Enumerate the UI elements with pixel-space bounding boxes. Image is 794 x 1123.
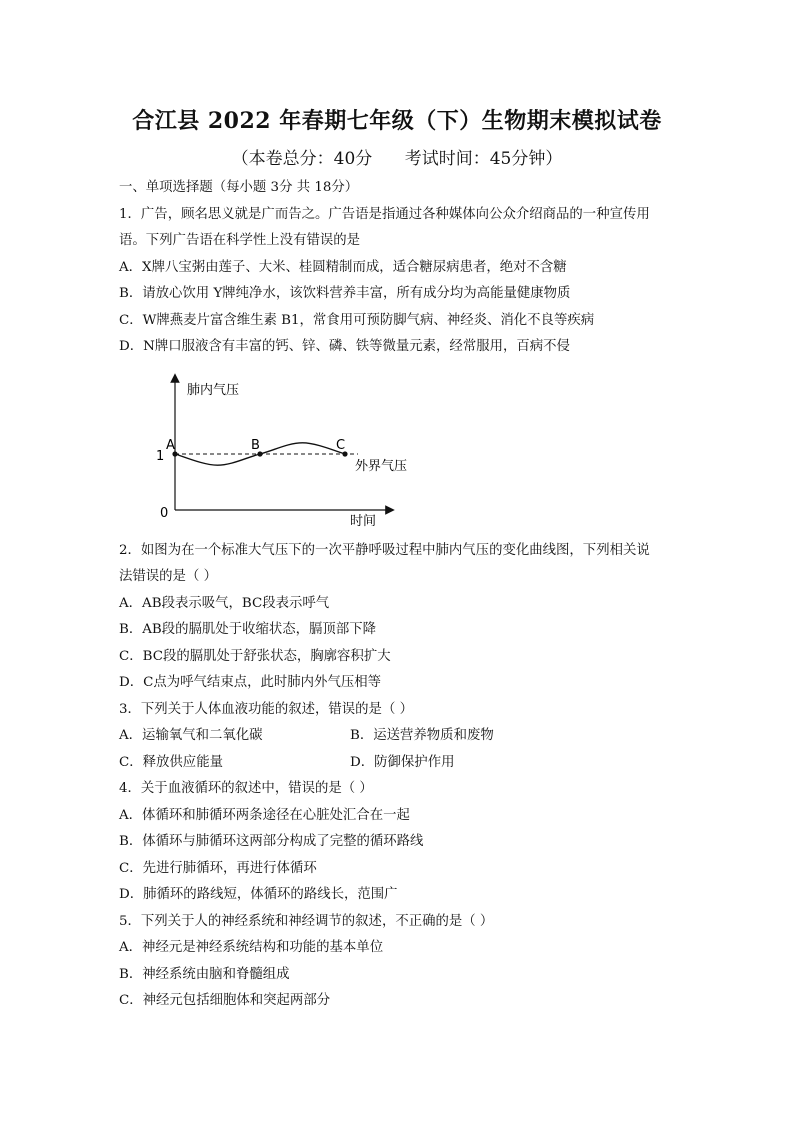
q3-option-a: A．运输氧气和二氧化碳 [119, 728, 263, 743]
q1-stem-line2: 语。下列广告语在科学性上没有错误的是 [119, 233, 361, 248]
page-title: 合江县 2022 年春期七年级（下）生物期末模拟试卷 [132, 108, 662, 134]
q5-option-b: B．神经系统由脑和脊髓组成 [119, 967, 290, 982]
q3-stem: 3．下列关于人体血液功能的叙述，错误的是（ ） [119, 702, 413, 717]
q5-option-c: C．神经元包括细胞体和突起两部分 [119, 993, 331, 1008]
q4-option-d: D．肺循环的路线短，体循环的路线长，范围广 [119, 887, 398, 902]
q5-option-a: A．神经元是神经系统结构和功能的基本单位 [119, 940, 384, 955]
q5-stem: 5．下列关于人的神经系统和神经调节的叙述，不正确的是（ ） [119, 914, 494, 929]
q3-option-d: D．防御保护作用 [350, 755, 455, 770]
q4-option-b: B．体循环与肺循环这两部分构成了完整的循环路线 [119, 834, 424, 849]
q2-option-c: C．BC段的膈肌处于舒张状态，胸廓容积扩大 [119, 649, 391, 664]
outside-pressure-label: 外界气压 [355, 459, 408, 474]
q1-option-a: A．X牌八宝粥由莲子、大米、桂圆精制而成，适合糖尿病患者，绝对不含糖 [119, 260, 567, 275]
point-label-a: A [166, 438, 175, 453]
y-axis-label: 肺内气压 [187, 383, 240, 398]
page-subtitle: （本卷总分：40分 考试时间：45分钟） [231, 149, 563, 169]
q2-option-d: D．C点为呼气结束点，此时肺内外气压相等 [119, 675, 382, 690]
y-tick-1: 1 [156, 449, 165, 464]
q1-option-d: D．N牌口服液含有丰富的钙、锌、磷、铁等微量元素，经常服用，百病不侵 [119, 339, 570, 354]
y-tick-0: 0 [160, 506, 169, 521]
q4-option-a: A．体循环和肺循环两条途径在心脏处汇合在一起 [119, 808, 410, 823]
q3-option-b: B．运送营养物质和废物 [350, 728, 494, 743]
q1-option-b: B．请放心饮用 Y牌纯净水，该饮料营养丰富，所有成分均为高能量健康物质 [119, 286, 571, 301]
q2-option-a: A．AB段表示吸气，BC段表示呼气 [119, 596, 330, 611]
pressure-chart [150, 372, 430, 532]
x-axis-label: 时间 [350, 514, 377, 529]
q2-option-b: B．AB段的膈肌处于收缩状态，膈顶部下降 [119, 622, 376, 637]
section-heading: 一、单项选择题（每小题 3分 共 18分） [119, 180, 359, 195]
q4-option-c: C．先进行肺循环，再进行体循环 [119, 861, 317, 876]
q1-option-c: C．W牌燕麦片富含维生素 B1，常食用可预防脚气病、神经炎、消化不良等疾病 [119, 313, 595, 328]
q4-stem: 4．关于血液循环的叙述中，错误的是（ ） [119, 781, 373, 796]
q2-stem-line1: 2．如图为在一个标准大气压下的一次平静呼吸过程中肺内气压的变化曲线图，下列相关说 [119, 543, 650, 558]
point-label-c: C [336, 438, 346, 453]
q1-stem-line1: 1．广告，顾名思义就是广而告之。广告语是指通过各种媒体向公众介绍商品的一种宣传用 [119, 207, 650, 222]
point-label-b: B [251, 438, 260, 453]
q3-option-c: C．释放供应能量 [119, 755, 223, 770]
q2-stem-line2: 法错误的是（ ） [119, 569, 217, 584]
